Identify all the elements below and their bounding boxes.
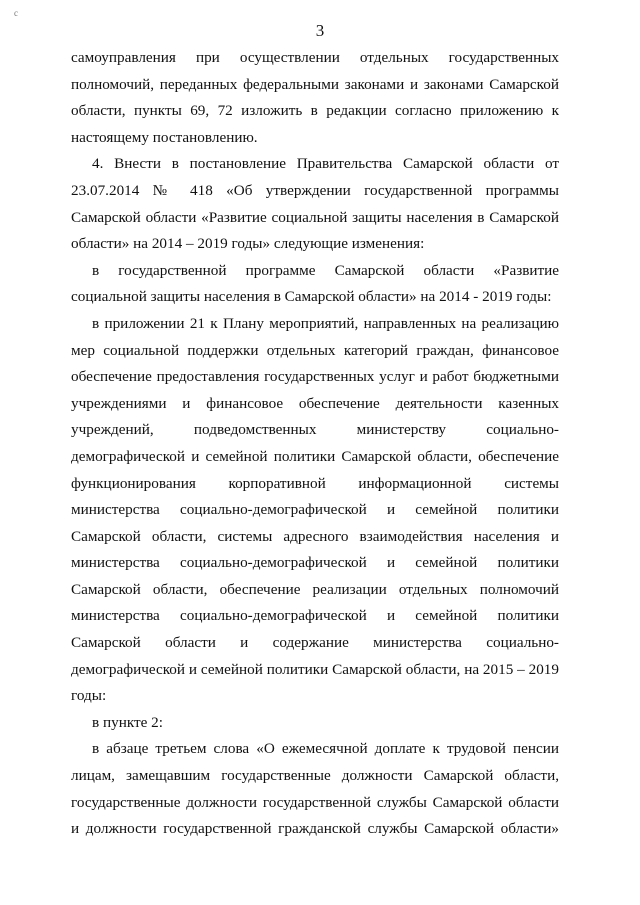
paragraph-appendix-21: в приложении 21 к Плану мероприятий, направленных на реализацию мер социальной поддержки отдельных категорий граждан, финансовое обеспечение предоставления государственных услуг и работ бюджетными учреждениями и финансовое обеспечение деятельности казенных учреждений, подведомственных министерству социально-демографической и семейной политики Самарской области, обеспечение функционирования корпоративной информационной системы министерства социально-демографической и семейной политики Самарской области, системы адресного взаимодействия населения и министерства социально-демографической и семейной политики Самарской области, обеспечение реализации отдельных полномочий министерства социально-демографической и семейной политики Самарской области и содержание министерства социально-демографической и семейной политики Самарской области, на 2015 – 2019 годы: — [71, 314, 559, 705]
paragraph-point-2: в пункте 2: — [92, 713, 163, 731]
paragraph-program: в государственной программе Самарской области «Развитие социальной защиты населения в Самарской области» на 2014 - 2019 годы: — [71, 261, 559, 306]
corner-mark: с — [14, 8, 18, 18]
paragraph-item-4: 4. Внести в постановление Правительства Самарской области от 23.07.2014 № 418 «Об утверждении государственной программы Самарской области «Развитие социальной защиты населения в Самарской области» на 2014 – 2019 годы» следующие изменения: — [71, 155, 559, 253]
document-body — [71, 45, 559, 843]
page-number: 3 — [315, 21, 325, 40]
paragraph-continuation: самоуправления при осуществлении отдельных государственных полномочий, переданных федеральными законами и законами Самарской области, пункты 69, 72 изложить в редакции согласно приложению к настоящему постановлению. — [71, 49, 559, 146]
paragraph-third-abzac: в абзаце третьем слова «О ежемесячной доплате к трудовой пенсии лицам, замещавшим государственные должности Самарской области, государственные должности государственной службы Самарской области и должности государственной гражданской службы Самарской области» — [71, 740, 559, 838]
